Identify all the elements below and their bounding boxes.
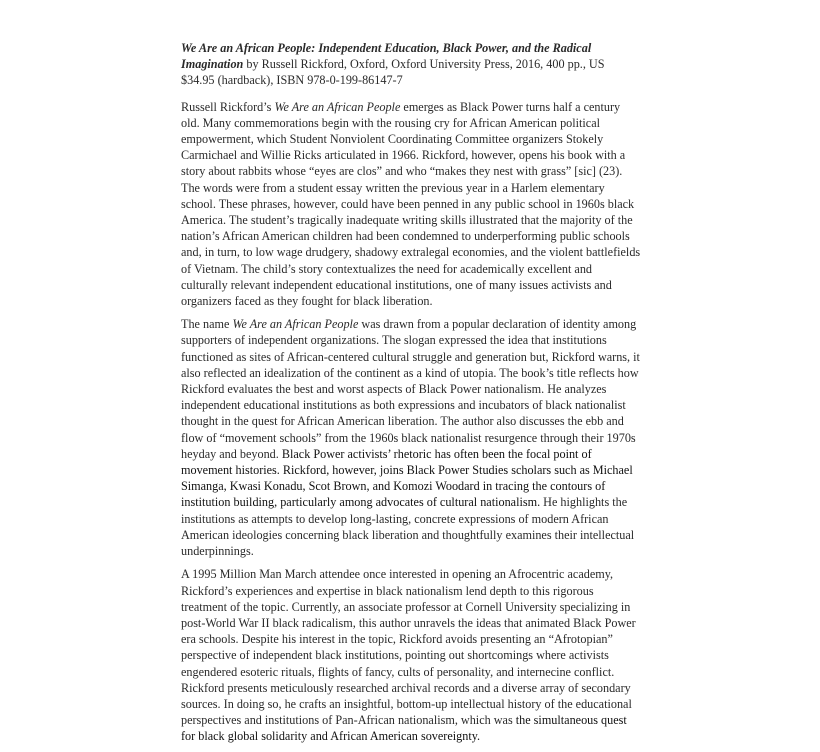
paragraph-1-text-c: emerges as Black Power turns half a century old. Many commemorations begin with the rousing cry for African American political empowerment, which Student Nonviolent Coordinating Committee organizers Stokely Carmichael and Willie Ricks articulated in 1966. Rickford, however, opens his book with a story about rabbits whose “eyes are clos” and who “makes they nest with grass” [sic] (23). The words were from a student essay written the previous year in a Harlem elementary school. These phrases, however, could have been penned in any public school in 1960s black America. The student’s tragically inadequate writing skills illustrated that the majority of the nation’s African American children had been condemned to underperforming public schools and, in turn, to low wage drudgery, shadowy extralegal economies, and the violent battlefields of Vietnam. The child’s story contextualizes the need for academically excellent and culturally relevant independent educational institutions, one of many issues activists and organizers faced as they fought for black liberation. bbox=[181, 99, 641, 309]
paragraph-2-text-a: The name bbox=[181, 317, 233, 332]
paragraph-1-book-title: We Are an African People bbox=[274, 99, 401, 114]
paragraph-2 bbox=[181, 316, 641, 559]
paragraph-1 bbox=[181, 99, 641, 310]
paragraph-1-text-a: Russell Rickford’s bbox=[181, 99, 275, 114]
review-column bbox=[181, 40, 641, 752]
paragraph-2-text-c: was drawn from a popular declaration of identity among supporters of independent organizations. The slogan expressed the idea that institutions functioned as sites of African-centered cultural struggle and generation but, Rickford warns, it also reflected an idealization of the continent as a kind of utopia. The book’s title reflects how Rickford evaluates the best and worst aspects of Black Power nationalism. He analyzes independent educational institutions as both expressions and incubators of black nationalist thought in the quest for African American liberation. The author also discusses the ebb and flow of “movement schools” from the 1960s black nationalist resurgence through their 1970s heyday and beyond. bbox=[181, 317, 640, 461]
paragraph-2-text-e: He highlights the institutions as attempts to develop long-lasting, concrete expressions of modern African American ideologies concerning black liberation and thoughtfully examines their intellectual underpinnings. bbox=[181, 495, 635, 559]
book-title: We Are an African People: Independent Education, Black Power, and the Radical Imagination bbox=[181, 41, 592, 72]
book-details: by Russell Rickford, Oxford, Oxford University Press, 2016, 400 pp., US $34.95 (hardback), ISBN 978-0-199-86147-7 bbox=[181, 57, 605, 88]
book-citation bbox=[181, 40, 641, 89]
paragraph-3 bbox=[181, 566, 641, 744]
paragraph-2-book-title: We Are an African People bbox=[232, 317, 359, 332]
paragraph-3-text-b: the simultaneous quest for black global solidarity and African American sovereignty. bbox=[181, 713, 627, 744]
paragraph-2-text-d: Black Power activists’ rhetoric has often been the focal point of movement histories. Rickford, however, joins Black Power Studies scholars such as Michael Simanga, Kwasi Konadu, Scot Brown, and Komozi Woodard in tracing the contours of institution building, particularly among advocates of cultural nationalism. bbox=[181, 446, 633, 510]
paragraph-3-text-a: A 1995 Million Man March attendee once interested in opening an Afrocentric academy, Rickford’s experiences and expertise in black nationalism lend depth to this rigorous treatment of the topic. Currently, an associate professor at Cornell University specializing in post-World War II black radicalism, this author unravels the ideas that animated Black Power era schools. Despite his interest in the topic, Rickford avoids presenting an “Afrotopian” perspective of independent black institutions, pointing out shortcomings where activists engendered esoteric rituals, flights of fancy, cults of personality, and internecine conflict. Rickford presents meticulously researched archival records and a diverse array of secondary sources. In doing so, he crafts an insightful, bottom-up intellectual history of the educational perspectives and institutions of Pan-African nationalism, which was bbox=[181, 567, 636, 728]
